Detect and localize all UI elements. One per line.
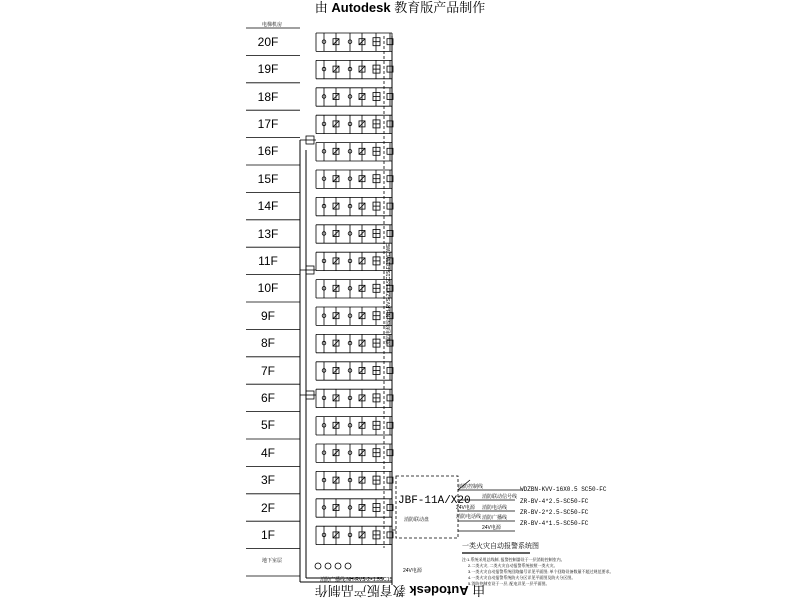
basement-device bbox=[345, 563, 351, 569]
signal-side-label-0: 24V电源 bbox=[456, 505, 475, 511]
riser-cable-label: 消防电源线: NH-RVS-2X1.5SC15-FC/WC.WE bbox=[386, 243, 392, 345]
watermark-suffix: 教育版产品制作 bbox=[394, 0, 486, 15]
floor-label-16f: 16F bbox=[257, 144, 279, 159]
legend-title: 一类火灾自动报警系统图 bbox=[462, 543, 539, 550]
note-4: 4.一类火灾自动报警系统防火分区详见平面图及防火分区图。 bbox=[468, 575, 576, 580]
note-5: 5.消防控制室设于一层, 配电详见一层平面图。 bbox=[468, 581, 550, 586]
floor-label-7f: 7F bbox=[260, 363, 275, 378]
floor-label-20f: 20F bbox=[257, 34, 279, 49]
floor-label-10f: 10F bbox=[257, 281, 279, 296]
cable-spec-0: WDZBN-KVV-16X0.5 SC50-FC bbox=[520, 486, 607, 493]
signal-label-0: 消防控制线 bbox=[458, 484, 484, 490]
floor-label-5f: 5F bbox=[260, 418, 275, 433]
floor-label-13f: 13F bbox=[257, 226, 279, 241]
signal-label-2: 消防电话线 bbox=[482, 505, 508, 511]
floor-label-1f: 1F bbox=[260, 527, 275, 542]
power-24v-label: 24V电源 bbox=[403, 568, 422, 574]
basement-device bbox=[335, 563, 341, 569]
note-1: 注:1.系统采用总线制, 报警控制器设于一层消防控制室内。 bbox=[462, 557, 565, 562]
signal-label-1: 消防联动信号线 bbox=[482, 494, 518, 500]
cable-spec-1: ZR-BV-4*2.5-SC50-FC bbox=[520, 498, 589, 505]
watermark-brand-bottom: Autodesk bbox=[409, 583, 469, 598]
floor-label-19f: 19F bbox=[257, 62, 279, 77]
bottom-cable-label: 消防广播线:NH-RVS-2×1.5SC15 bbox=[320, 577, 393, 583]
basement-device bbox=[315, 563, 321, 569]
floor-label-4f: 4F bbox=[260, 445, 275, 460]
floor-label-14f: 14F bbox=[257, 199, 279, 214]
header-label: 电梯机房 bbox=[262, 22, 283, 28]
panel-model: JBF-11A/X20 bbox=[398, 495, 471, 507]
watermark-suffix-bottom: 教育版产品制作 bbox=[314, 583, 406, 598]
floor-label-17f: 17F bbox=[257, 116, 279, 131]
watermark-prefix: 由 bbox=[314, 0, 328, 15]
basement-device bbox=[325, 563, 331, 569]
watermark-brand: Autodesk bbox=[331, 0, 391, 15]
floor-label-9f: 9F bbox=[260, 308, 275, 323]
floor-label-6f: 6F bbox=[260, 390, 275, 405]
signal-label-3: 消防广播线 bbox=[482, 515, 508, 521]
note-2: 2.二类火灾, 二类火灾自动报警系统按照一类火灾。 bbox=[468, 563, 558, 568]
cable-spec-3: ZR-BV-4*1.5-SC50-FC bbox=[520, 520, 589, 527]
cable-spec-2: ZR-BV-2*2.5-SC50-FC bbox=[520, 509, 589, 516]
floor-label-2f: 2F bbox=[260, 500, 275, 515]
signal-label-4: 24V电源 bbox=[482, 525, 501, 531]
floor-label-8f: 8F bbox=[260, 336, 275, 351]
panel-subtitle: 消防联动盘 bbox=[404, 517, 430, 523]
note-3: 3.一类火灾自动报警系统回路编号详见平面图; 单个回路设备数量不超过规范要求。 bbox=[468, 569, 614, 574]
floor-label-3f: 3F bbox=[260, 473, 275, 488]
basement-label: 地下室层 bbox=[262, 558, 283, 564]
floor-label-18f: 18F bbox=[257, 89, 279, 104]
watermark-bottom bbox=[0, 583, 800, 598]
floor-label-11f: 11F bbox=[258, 253, 278, 268]
floor-label-15f: 15F bbox=[257, 171, 279, 186]
watermark-prefix-bottom: 由 bbox=[472, 583, 486, 598]
controller-panel bbox=[396, 476, 458, 538]
signal-side-label-1: 消防电话线 bbox=[456, 514, 482, 520]
